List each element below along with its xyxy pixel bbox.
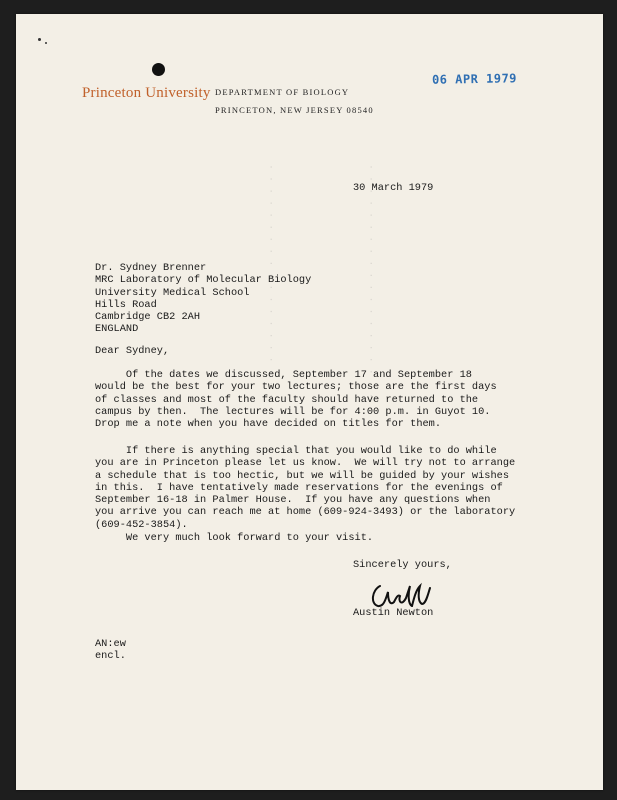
paper-speck (38, 38, 41, 41)
body-paragraph-3 (95, 532, 373, 544)
salutation: Dear Sydney, (95, 345, 170, 357)
reference-line: AN:ew (95, 638, 126, 650)
body-line: you are in Princeton please let us know. We will try not to arrange (95, 457, 516, 470)
body-line: of classes and most of the faculty should have returned to the (95, 393, 479, 406)
recipient-line: Cambridge CB2 2AH (95, 311, 201, 324)
letter-page (16, 14, 603, 790)
recipient-line: ENGLAND (95, 323, 139, 336)
body-line: (609-452-3854). (95, 518, 188, 531)
body-paragraph-1 (95, 369, 497, 430)
body-line: you arrive you can reach me at home (609-924-3493) or the laboratory (95, 506, 516, 519)
recipient-line: Hills Road (95, 298, 157, 311)
letterhead-address: PRINCETON, NEW JERSEY 08540 (215, 105, 374, 115)
recipient-line: MRC Laboratory of Molecular Biology (95, 274, 312, 287)
recipient-line: University Medical School (95, 286, 250, 299)
paper-speck (45, 42, 47, 44)
body-line: campus by then. The lectures will be for 4:00 p.m. in Guyot 10. (95, 405, 491, 418)
reference-line: encl. (95, 650, 126, 663)
punch-hole (152, 63, 165, 76)
letter-date: 30 March 1979 (353, 182, 434, 194)
body-line: Drop me a note when you have decided on titles for them. (95, 418, 442, 431)
received-date-stamp: 06 APR 1979 (431, 71, 518, 87)
letterhead-institution: Princeton University (82, 85, 211, 101)
body-paragraph-2 (95, 445, 515, 531)
body-line: We very much look forward to your visit. (95, 532, 374, 544)
body-line: If there is anything special that you would like to do while (95, 445, 497, 457)
closing: Sincerely yours, (353, 559, 452, 571)
body-line: September 16-18 in Palmer House. If you have any questions when (95, 494, 491, 507)
letterhead-department: DEPARTMENT OF BIOLOGY (215, 87, 350, 97)
recipient-address (95, 262, 311, 336)
show-through-text: · · · · · · · · · · · · · · · · · · · · · (365, 164, 376, 411)
reference-initials (95, 638, 126, 663)
body-line: a schedule that is too hectic, but we will be guided by your wishes (95, 469, 510, 482)
body-line: Of the dates we discussed, September 17 and September 18 (95, 369, 472, 381)
body-line: would be the best for your two lectures; those are the first days (95, 381, 497, 394)
recipient-line: Dr. Sydney Brenner (95, 262, 207, 274)
show-through-text: · · · · · · · · · · · · · · · · · · · · · (265, 164, 276, 411)
body-line: in this. I have tentatively made reservations for the evenings of (95, 481, 503, 494)
signer-name: Austin Newton (353, 607, 434, 619)
